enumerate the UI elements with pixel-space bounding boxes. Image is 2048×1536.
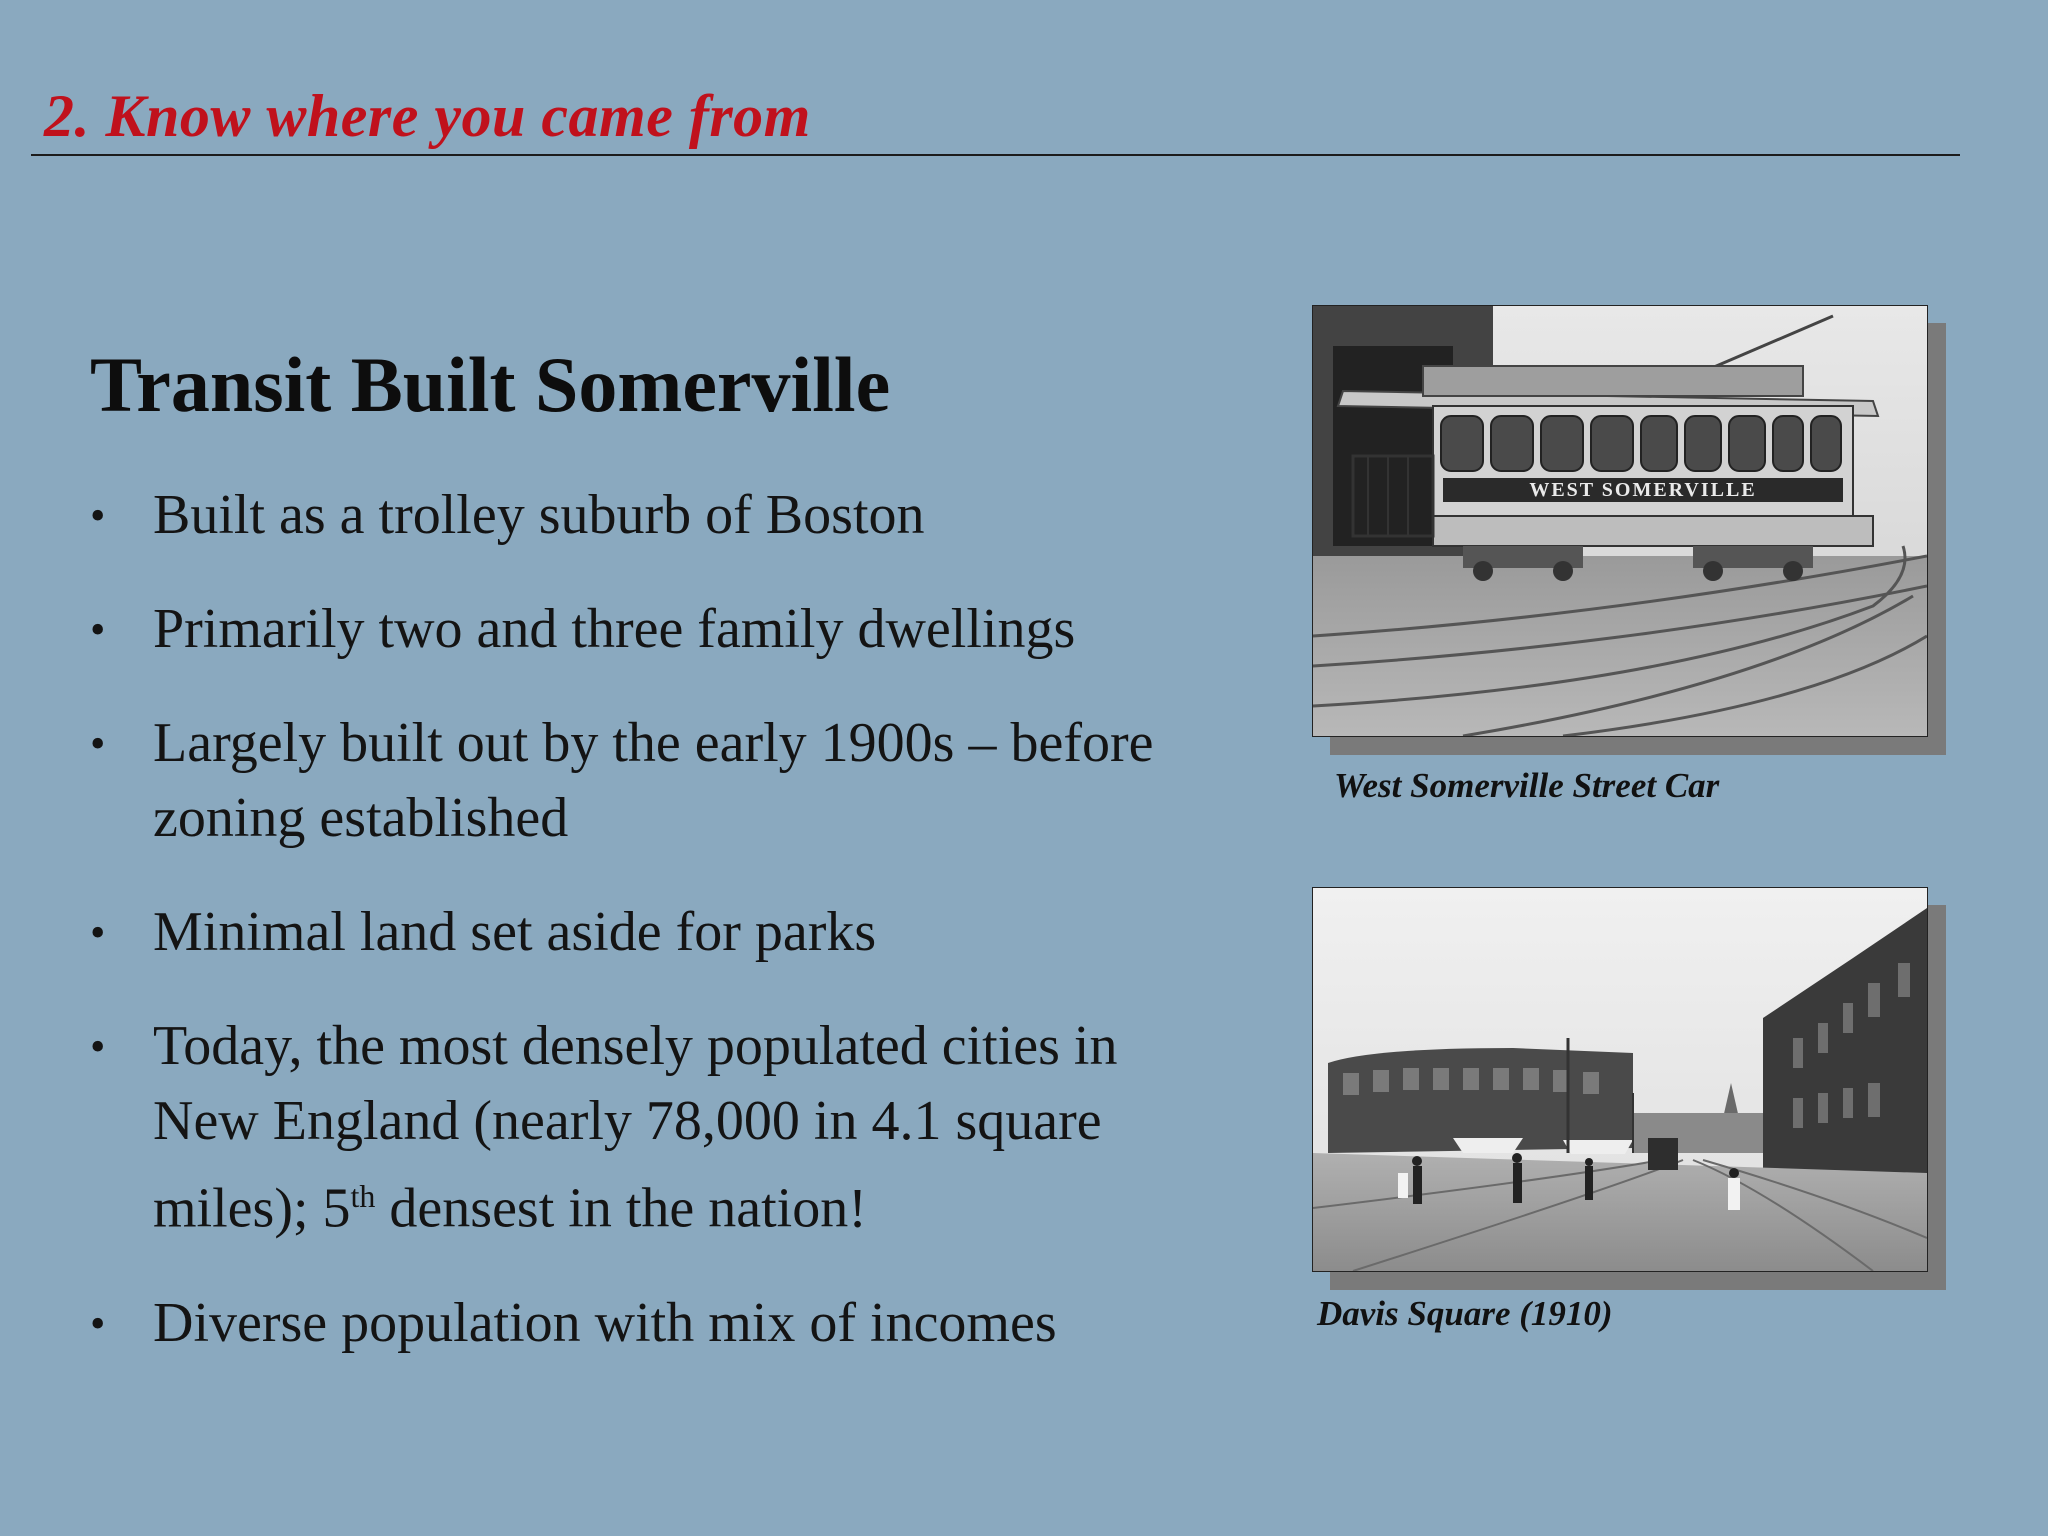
bullet-item: [90, 895, 1220, 970]
bullet-text: Minimal land set aside for parks: [153, 901, 877, 963]
streetcar-photo: [1312, 305, 1928, 737]
davis-square-photo-frame: [1312, 887, 1928, 1272]
bullet-item: [90, 706, 1173, 856]
bullet-text-end: densest in the nation!: [375, 1177, 867, 1240]
bullet-item: [90, 1286, 1220, 1361]
bullet-item: [90, 592, 1220, 667]
bullet-icon: •: [90, 908, 106, 957]
bullet-icon: •: [90, 719, 106, 768]
streetcar-sign-text: WEST SOMERVILLE: [1529, 479, 1757, 501]
bullet-list: [90, 478, 1220, 1400]
bullet-icon: •: [90, 1298, 106, 1348]
bullet-item: [90, 478, 1220, 553]
davis-square-caption: Davis Square (1910): [1317, 1294, 1613, 1333]
slide-heading: 2. Know where you came from: [44, 83, 811, 149]
bullet-icon: •: [90, 1022, 106, 1071]
streetcar-caption: West Somerville Street Car: [1334, 766, 1720, 805]
streetcar-illustration: [1313, 306, 1927, 736]
bullet-text: Largely built out by the early 1900s – before zoning established: [153, 712, 1154, 849]
heading-divider: [31, 154, 1960, 156]
bullet-text: Diverse population with mix of incomes: [153, 1291, 1057, 1354]
section-title: Transit Built Somerville: [90, 341, 891, 428]
davis-square-photo: [1312, 887, 1928, 1272]
bullet-icon: •: [90, 491, 106, 540]
bullet-icon: •: [90, 605, 106, 654]
bullet-text: Built as a trolley suburb of Boston: [153, 484, 925, 546]
bullet-superscript: th: [350, 1178, 376, 1214]
bullet-item: [90, 1009, 1193, 1247]
davis-square-illustration: [1313, 888, 1927, 1271]
streetcar-photo-frame: [1312, 305, 1928, 737]
bullet-text-start: Today, the most densely populated cities in New England (nearly 78,000 in 4.1 square miles); 5: [153, 1015, 1118, 1240]
bullet-text: Primarily two and three family dwellings: [153, 598, 1076, 660]
